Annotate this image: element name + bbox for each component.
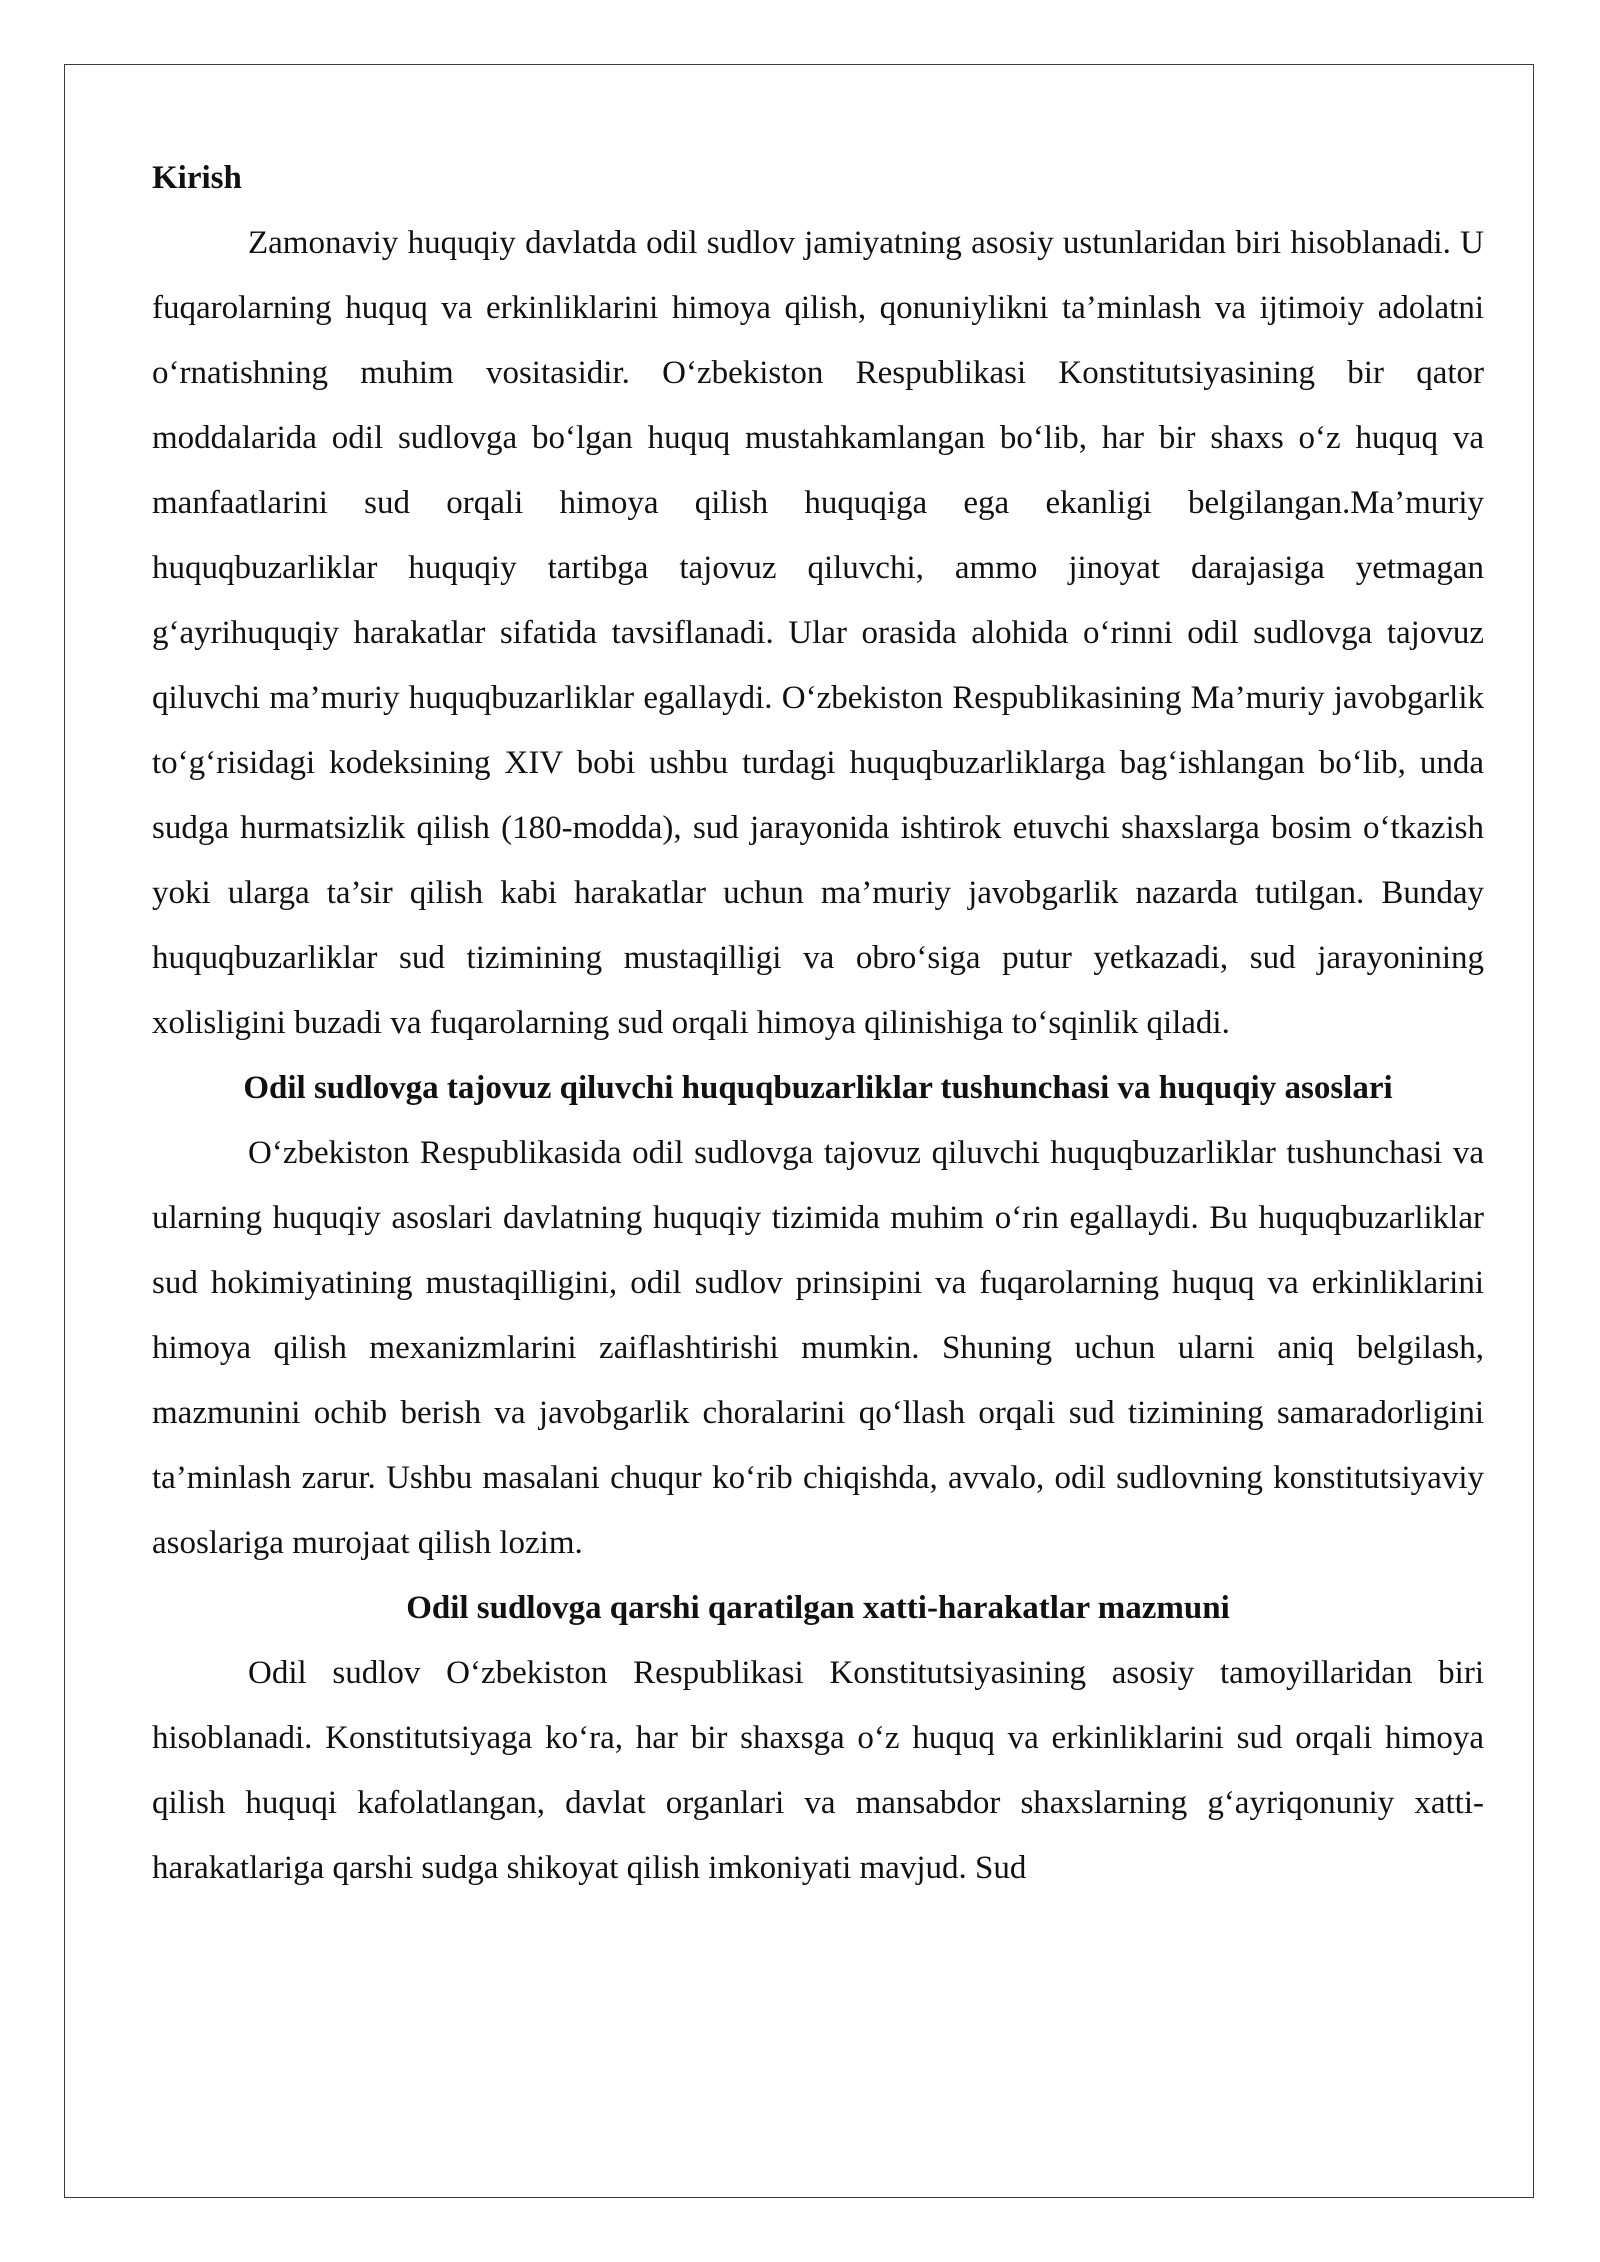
section1-heading: Odil sudlovga tajovuz qiluvchi huquqbuzarliklar tushunchasi va huquqiy asoslari xyxy=(243,1070,1393,1106)
section1-paragraph: O‘zbekiston Respublikasida odil sudlovga tajovuz qiluvchi huquqbuzarliklar tushunchasi va ularning huquqiy asoslari davlatning huquqiy tizimida muhim o‘rin egallaydi. Bu huquqbuzarliklar sud hokimiyatining mustaqilligini, odil sudlov prinsipini va fuqarolarning huquq va erkinliklarini himoya qilish mexanizmlarini zaiflashtirishi mumkin. Shuning uchun ularni aniq belgilash, mazmunini ochib berish va javobgarlik choralarini qo‘llash orqali sud tizimining samaradorligini ta’minlash zarur. Ushbu masalani chuqur ko‘rib chiqishda, avvalo, odil sudlovning konstitutsiyaviy asoslariga murojaat qilish lozim. xyxy=(152,1135,1484,1561)
section2-paragraph: Odil sudlov O‘zbekiston Respublikasi Konstitutsiyasining asosiy tamoyillaridan biri hisoblanadi. Konstitutsiyaga ko‘ra, har bir shaxsga o‘z huquq va erkinliklarini sud orqali himoya qilish huquqi kafolatlangan, davlat organlari va mansabdor shaxslarning g‘ayriqonuniy xatti-harakatlariga qarshi sudga shikoyat qilish imkoniyati mavjud. Sud xyxy=(152,1655,1484,1886)
intro-paragraph: Zamonaviy huquqiy davlatda odil sudlov jamiyatning asosiy ustunlaridan biri hisoblanadi. U fuqarolarning huquq va erkinliklarini himoya qilish, qonuniylikni ta’minlash va ijtimoiy adolatni o‘rnatishning muhim vositasidir. O‘zbekiston Respublikasi Konstitutsiyasining bir qator moddalarida odil sudlovga bo‘lgan huquq mustahkamlangan bo‘lib, har bir shaxs o‘z huquq va manfaatlarini sud orqali himoya qilish huquqiga ega ekanligi belgilangan.Ma’muriy huquqbuzarliklar huquqiy tartibga tajovuz qiluvchi, ammo jinoyat darajasiga yetmagan g‘ayrihuquqiy harakatlar sifatida tavsiflanadi. Ular orasida alohida o‘rinni odil sudlovga tajovuz qiluvchi ma’muriy huquqbuzarliklar egallaydi. O‘zbekiston Respublikasining Ma’muriy javobgarlik to‘g‘risidagi kodeksining XIV bobi ushbu turdagi huquqbuzarliklarga bag‘ishlangan bo‘lib, unda sudga hurmatsizlik qilish (180-modda), sud jarayonida ishtirok etuvchi shaxslarga bosim o‘tkazish yoki ularga ta’sir qilish kabi harakatlar uchun ma’muriy javobgarlik nazarda tutilgan. Bunday huquqbuzarliklar sud tizimining mustaqilligi va obro‘siga putur yetkazadi, sud jarayonining xolisligini buzadi va fuqarolarning sud orqali himoya qilinishiga to‘sqinlik qiladi. xyxy=(152,225,1484,1041)
document-body xyxy=(152,146,1484,1901)
intro-heading: Kirish xyxy=(152,160,242,196)
section2-heading: Odil sudlovga qarshi qaratilgan xatti-harakatlar mazmuni xyxy=(406,1590,1230,1626)
